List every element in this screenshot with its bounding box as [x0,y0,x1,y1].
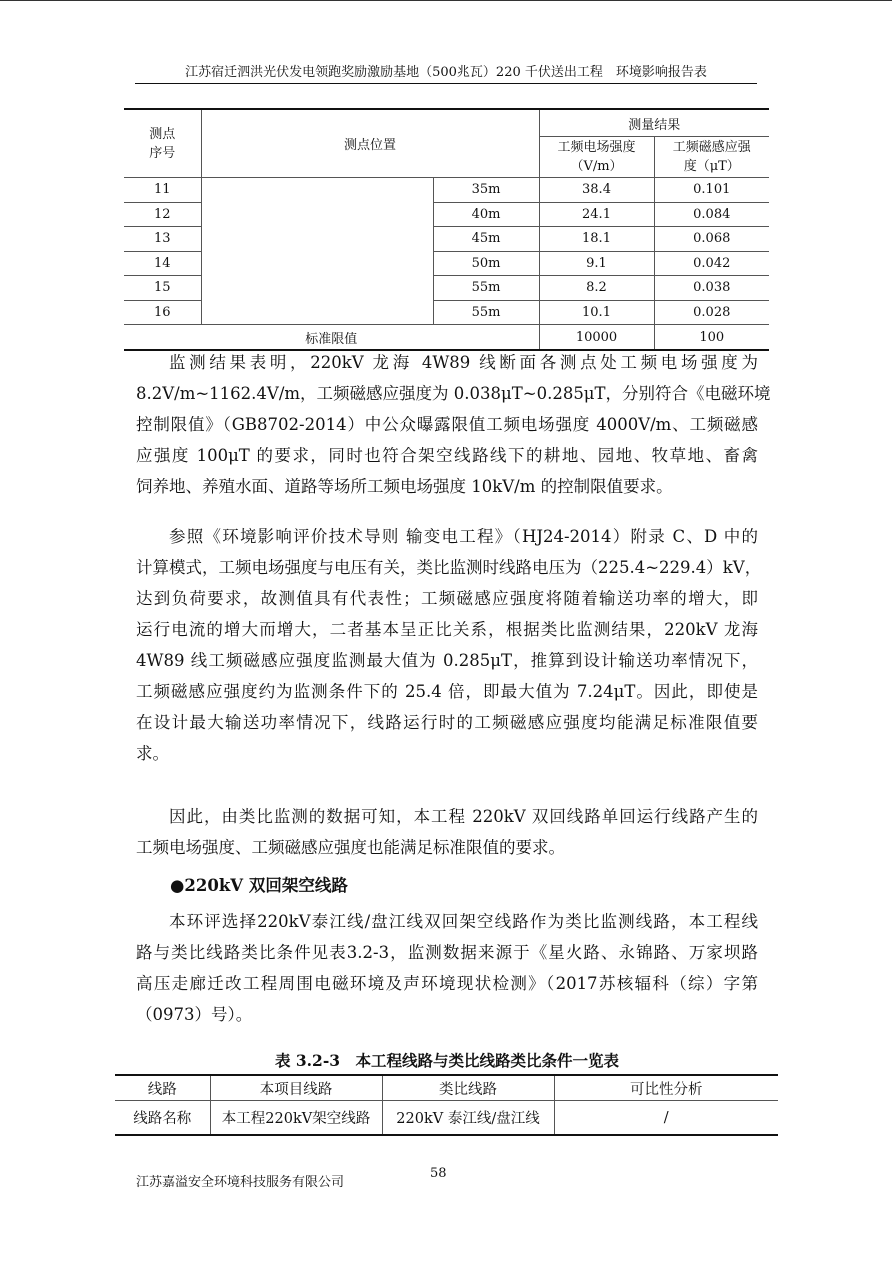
cell-distance: 40m [433,202,539,227]
cell-b: 0.068 [654,227,769,252]
table-row [115,1101,778,1136]
cell-project-line: 本工程220kV架空线路 [210,1101,382,1136]
text-line: 4W89 线工频磁感应强度监测最大值为 0.285μT，推算到设计输送功率情况下， [136,651,758,670]
page-number: 58 [430,1166,447,1181]
col-point-no: 测点 序号 [124,109,201,178]
text-line: 求。 [136,744,169,763]
cell-distance: 50m [433,251,539,276]
col-e-field: 工频电场强度 （V/m） [539,137,654,178]
text-line: 应强度 100μT 的要求，同时也符合架空线路线下的耕地、园地、牧草地、畜禽 [136,446,758,465]
cell-distance: 55m [433,276,539,301]
cell-distance: 55m [433,300,539,325]
paragraph-conclusion [136,801,758,863]
cell-no: 11 [124,178,201,203]
text-line: 工频电场强度、工频磁感应强度也能满足标准限值的要求。 [136,838,565,857]
cell-position-merged [201,178,433,325]
cell-e: 10.1 [539,300,654,325]
text-line: 达到负荷要求，故测值具有代表性；工频磁感应强度将随着输送功率的增大，即 [136,589,758,608]
comparison-table [115,1074,778,1136]
cell-e: 9.1 [539,251,654,276]
cell-line-name: 线路名称 [115,1101,210,1136]
text-line: 控制限值》（GB8702-2014）中公众曝露限值工频电场强度 4000V/m、工频磁感 [136,415,758,434]
cell-comparability: / [554,1101,778,1136]
cell-no: 15 [124,276,201,301]
std-label: 标准限值 [124,325,539,351]
text-line: 路与类比线路类比条件见表3.2-3，监测数据来源于《星火路、永锦路、万家坝路 [136,943,758,962]
cell-b: 0.042 [654,251,769,276]
text-line: 因此，由类比监测的数据可知，本工程 220kV 双回线路单回运行线路产生的 [169,807,758,826]
table-row [124,178,769,203]
table-header-row [115,1075,778,1101]
page-top-edge [0,0,892,1]
paragraph-analog-line-selection [136,906,758,1030]
table-caption: 表 3.2-3 本工程线路与类比线路类比条件一览表 [274,1051,620,1070]
footer-company: 江苏嘉溢安全环境科技服务有限公司 [136,1175,345,1190]
text-line: 在设计最大输送功率情况下，线路运行时的工频磁感应强度均能满足标准限值要 [136,713,758,732]
col-line: 线路 [115,1075,210,1101]
cell-analog-line: 220kV 泰江线/盘江线 [382,1101,554,1136]
cell-e: 24.1 [539,202,654,227]
col-analog-line: 类比线路 [382,1075,554,1101]
text-line: 参照《环境影响评价技术导则 输变电工程》（HJ24-2014）附录 C、D 中的 [169,527,758,546]
cell-no: 13 [124,227,201,252]
paragraph-monitoring-result [136,347,771,502]
text-line: 饲养地、养殖水面、道路等场所工频电场强度 10kV/m 的控制限值要求。 [136,477,673,496]
cell-distance: 45m [433,227,539,252]
cell-e: 8.2 [539,276,654,301]
cell-no: 14 [124,251,201,276]
cell-no: 16 [124,300,201,325]
running-header: 江苏宿迁泗洪光伏发电领跑奖励激励基地（500兆瓦）220 千伏送出工程 环境影响报告表 [185,65,707,80]
col-project-line: 本项目线路 [210,1075,382,1101]
std-b: 100 [654,325,769,351]
col-point-position: 测点位置 [201,109,539,178]
measurement-table [124,108,769,351]
text-line: （0973）号）。 [136,1005,253,1024]
col-b-field: 工频磁感应强 度（μT） [654,137,769,178]
cell-b: 0.101 [654,178,769,203]
paragraph-reference-guideline [136,521,762,769]
cell-no: 12 [124,202,201,227]
cell-e: 38.4 [539,178,654,203]
text-line: 8.2V/m~1162.4V/m，工频磁感应强度为 0.038μT~0.285μT，分别符合《电磁环境 [136,384,771,403]
section-heading-double-circuit: ●220kV 双回架空线路 [170,876,348,895]
text-line: 计算模式，工频电场强度与电压有关，类比监测时线路电压为（225.4~229.4）kV， [136,558,762,577]
cell-distance: 35m [433,178,539,203]
text-line: 监测结果表明，220kV 龙海 4W89 线断面各测点处工频电场强度为 [169,353,758,372]
text-line: 工频磁感应强度约为监测条件下的 25.4 倍，即最大值为 7.24μT。因此，即使是 [136,682,758,701]
text-line: 本环评选择220kV泰江线/盘江线双回架空线路作为类比监测线路，本工程线 [169,912,758,931]
text-line: 运行电流的增大而增大，二者基本呈正比关系，根据类比监测结果，220kV 龙海 [136,620,758,639]
std-e: 10000 [539,325,654,351]
col-measurement-result: 测量结果 [539,109,769,137]
cell-b: 0.038 [654,276,769,301]
cell-e: 18.1 [539,227,654,252]
cell-b: 0.028 [654,300,769,325]
col-comparability: 可比性分析 [554,1075,778,1101]
text-line: 高压走廊迁改工程周围电磁环境及声环境现状检测》（2017苏核辐科（综）字第 [136,974,758,993]
cell-b: 0.084 [654,202,769,227]
header-rule [135,83,757,84]
